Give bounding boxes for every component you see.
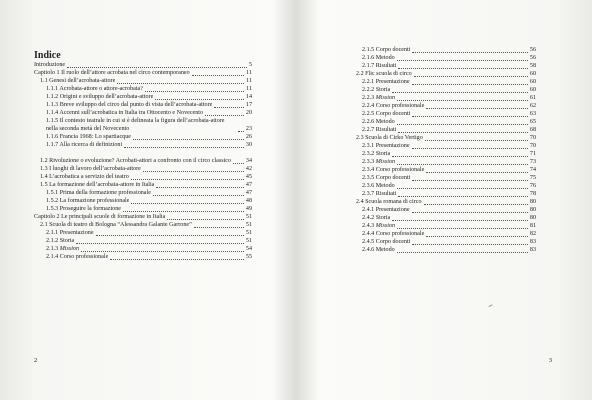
toc-entry-label: 2.4.6 Metodo [362, 247, 395, 253]
toc-entry-label: 1.2 Rivoluzione o evoluzione? Acrobati-attori a confronto con il circo classico [40, 158, 232, 164]
dot-leader [192, 75, 244, 76]
toc-entry-page: 51 [245, 214, 252, 220]
toc-entry [34, 205, 252, 213]
page-number-left: 2 [34, 357, 38, 364]
toc-entry-label: 1.5.3 Proseguire la formazione [46, 206, 121, 212]
dot-leader [425, 140, 528, 141]
dot-leader [412, 116, 528, 117]
toc-entry-page: 26 [245, 134, 252, 140]
toc-entry-page: 47 [245, 182, 252, 188]
toc-entry [34, 229, 252, 237]
toc-entry-page: 11 [246, 78, 252, 84]
toc-entry [350, 62, 536, 70]
dot-leader [398, 132, 528, 133]
dot-leader [110, 259, 244, 260]
toc-entry-page: 30 [245, 142, 252, 148]
toc-entry-page: 80 [529, 199, 536, 205]
toc-entry-label: 2.1.3 Mission [46, 246, 80, 252]
toc-entry [34, 245, 252, 253]
dot-leader [412, 52, 528, 53]
toc-entry [34, 109, 252, 117]
dot-leader [155, 99, 244, 100]
dot-leader [392, 220, 528, 221]
dot-leader [397, 188, 528, 189]
toc-entry-page: 58 [529, 63, 536, 69]
toc-entry-label: 1.1.2 Origini e sviluppo dell’acrobata-attore [46, 94, 154, 100]
toc-entry-label: Capitolo 1 Il ruolo dell’attore acrobata nel circo contemporaneo [34, 70, 190, 76]
toc-entry [350, 142, 536, 150]
toc-entry-label: 2.2.2 Storia [362, 87, 391, 93]
toc-entry [350, 134, 536, 142]
toc-entry-label: 2.4.1 Presentazione [362, 207, 410, 213]
dot-leader [397, 100, 528, 101]
toc-entry-label: 2.2.4 Corso professionale [362, 103, 425, 109]
dot-leader [124, 147, 244, 148]
toc-entry [34, 197, 252, 205]
toc-entry-label: 2.3.2 Storia [362, 151, 391, 157]
toc-entry-label: 1.1.1 Acrobata-attore o attore-acrobata? [46, 86, 143, 92]
dot-leader [397, 164, 528, 165]
dot-leader [397, 60, 528, 61]
dot-leader [392, 92, 528, 93]
toc-heading: Indice [34, 50, 61, 61]
dot-leader [238, 131, 244, 132]
toc-entry [350, 214, 536, 222]
dot-leader [397, 228, 528, 229]
toc-list-left [34, 61, 252, 261]
toc-entry-page: 62 [529, 103, 536, 109]
toc-entry [350, 86, 536, 94]
toc-entry-label: Introduzione [34, 62, 66, 68]
toc-entry-label: 2.1.4 Corso professionale [46, 254, 109, 260]
toc-entry-page: 49 [245, 206, 252, 212]
toc-entry [350, 158, 536, 166]
toc-entry-label: 2.4.5 Corpo docenti [362, 239, 411, 245]
toc-entry-label: 2.2 Flic scuola di circo [356, 71, 412, 77]
toc-entry [350, 174, 536, 182]
toc-entry-page: 71 [529, 151, 536, 157]
dot-leader [424, 204, 528, 205]
dot-leader [397, 252, 528, 253]
toc-entry [34, 101, 252, 109]
toc-entry [350, 190, 536, 198]
toc-entry-page: 45 [245, 174, 252, 180]
toc-entry-label: 2.1.7 Risultati [362, 63, 397, 69]
toc-entry-label: 1.1.4 Accenni sull’acrobatica in Italia tra Ottocento e Novecento [46, 110, 204, 116]
toc-entry-label: 1.1.6 Francia 1968: Lo spartiacque [46, 134, 131, 140]
toc-entry [34, 69, 252, 77]
dot-leader [123, 211, 244, 212]
toc-entry-page: 78 [529, 191, 536, 197]
dot-leader [426, 236, 528, 237]
toc-entry-page: 83 [529, 239, 536, 245]
toc-entry-label: 2.4.4 Corso professionale [362, 231, 425, 237]
toc-entry [350, 78, 536, 86]
dot-leader [233, 163, 244, 164]
toc-entry-page: 80 [529, 207, 536, 213]
dot-leader [426, 108, 528, 109]
toc-entry-page: 73 [529, 159, 536, 165]
toc-entry-label: 2.2.3 Mission [362, 95, 396, 101]
toc-entry-emphasis: Mission [375, 159, 396, 165]
toc-entry-label: Capitolo 2 Le principali scuole di formazione in Italia [34, 214, 166, 220]
toc-entry-page: 83 [529, 247, 536, 253]
dot-leader [153, 195, 244, 196]
toc-entry-page: 63 [529, 111, 536, 117]
toc-entry [34, 61, 252, 69]
toc-entry-label: 2.2.6 Metodo [362, 119, 395, 125]
toc-entry-page: 70 [529, 135, 536, 141]
toc-entry-label: 2.1 Scuola di teatro di Bologna “Alessandra Galante Garrone” [40, 222, 192, 228]
toc-entry-page: 56 [529, 55, 536, 61]
toc-entry-label: 2.3.5 Corpo docenti [362, 175, 411, 181]
dot-leader [205, 115, 244, 116]
toc-entry [34, 221, 252, 229]
dot-leader [81, 251, 244, 252]
dot-leader [412, 212, 528, 213]
toc-entry-label: 2.3.6 Metodo [362, 183, 395, 189]
dot-leader [194, 227, 244, 228]
toc-entry-label: 2.1.6 Metodo [362, 55, 395, 61]
toc-entry-page: 76 [529, 183, 536, 189]
toc-entry-label: 1.4 L’acrobatica a servizio del teatro [40, 174, 129, 180]
toc-entry [350, 54, 536, 62]
toc-entry-page: 60 [529, 71, 536, 77]
toc-entry-page: 51 [245, 230, 252, 236]
toc-entry [34, 165, 252, 173]
toc-entry-page: 48 [245, 198, 252, 204]
toc-entry [350, 150, 536, 158]
toc-entry-label: 2.2.1 Presentazione [362, 79, 410, 85]
toc-entry-page: 55 [245, 254, 252, 260]
toc-entry-page: 11 [246, 70, 252, 76]
toc-entry [34, 237, 252, 245]
toc-entry [350, 118, 536, 126]
toc-entry [350, 246, 536, 254]
toc-entry-page: 20 [245, 110, 252, 116]
toc-entry [350, 126, 536, 134]
toc-entry-label: 1.5.2 La formazione professionale [46, 198, 130, 204]
toc-entry-page: 23 [245, 126, 252, 132]
toc-entry [34, 213, 252, 221]
toc-entry-emphasis: Mission [375, 95, 396, 101]
toc-entry [350, 102, 536, 110]
toc-entry-label: 1.1.7 Alla ricerca di definizioni [46, 142, 123, 148]
toc-entry [350, 238, 536, 246]
toc-entry [350, 70, 536, 78]
right-page [296, 0, 592, 400]
pencil-mark [489, 304, 494, 309]
dot-leader [426, 172, 528, 173]
dot-leader [145, 91, 244, 92]
dot-leader [67, 67, 247, 68]
toc-entry-page: 11 [246, 86, 252, 92]
dot-leader [412, 180, 528, 181]
dot-leader [397, 124, 528, 125]
toc-entry-page: 51 [245, 222, 252, 228]
toc-entry-page: 81 [529, 223, 536, 229]
toc-entry-label: 1.5 La formazione dell’acrobata-attore in Italia [40, 182, 155, 188]
dot-leader [117, 83, 244, 84]
toc-entry-label: 1.1.3 Breve sviluppo del circo dal punto di vista dell’acrobata-attore [46, 102, 213, 108]
toc-entry-page: 54 [245, 246, 252, 252]
toc-entry [350, 94, 536, 102]
toc-entry-label: 1.5.1 Prima della formazione professionale [46, 190, 151, 196]
dot-leader [131, 203, 243, 204]
toc-entry-emphasis: Mission [375, 223, 396, 229]
toc-entry-label: 1.1.5 Il contesto teatrale in cui si è delineata la figura dell’acrobata-attore nella seconda metà del Novecento [46, 118, 225, 132]
dot-leader [76, 243, 244, 244]
toc-entry-label: 2.2.5 Corpo docenti [362, 111, 411, 117]
toc-entry [350, 166, 536, 174]
toc-entry [34, 133, 252, 141]
toc-entry-page: 60 [529, 79, 536, 85]
dot-leader [414, 76, 528, 77]
toc-entry-page: 34 [245, 158, 252, 164]
dot-leader [131, 179, 244, 180]
toc-entry-emphasis: Mission [59, 246, 80, 252]
toc-entry-label: 1.3 I luoghi di lavoro dell’acrobata-attore [40, 166, 141, 172]
toc-entry-page: 75 [529, 175, 536, 181]
toc-entry [34, 93, 252, 101]
toc-entry-page: 68 [529, 127, 536, 133]
page-number-right: 3 [548, 357, 552, 364]
toc-entry [34, 181, 252, 189]
toc-entry [350, 206, 536, 214]
toc-entry-label: 2.1.5 Corpo docenti [362, 47, 411, 53]
dot-leader [412, 148, 528, 149]
toc-entry-label: 2.1.2 Storia [46, 238, 75, 244]
toc-entry-page: 42 [245, 166, 252, 172]
toc-entry-page: 5 [248, 62, 252, 68]
dot-leader [392, 156, 528, 157]
toc-entry-label: 2.4 Scuola romana di circo [356, 199, 422, 205]
toc-entry [350, 222, 536, 230]
dot-leader [96, 235, 244, 236]
toc-entry-page: 14 [245, 94, 252, 100]
dot-leader [398, 68, 528, 69]
toc-entry [34, 189, 252, 197]
toc-entry-label: 2.2.7 Risultati [362, 127, 397, 133]
toc-entry [34, 253, 252, 261]
toc-entry [350, 46, 536, 54]
dot-leader [143, 171, 244, 172]
dot-leader [412, 244, 528, 245]
toc-entry-label: 2.3.3 Mission [362, 159, 396, 165]
toc-entry-page: 61 [529, 95, 536, 101]
toc-entry-label: 2.3.4 Corso professionale [362, 167, 425, 173]
dot-leader [133, 139, 244, 140]
dot-leader [398, 196, 528, 197]
toc-entry [350, 182, 536, 190]
toc-entry-label: 1.1 Genesi dell’acrobata-attore [40, 78, 116, 84]
toc-list-right [350, 46, 536, 254]
toc-entry-label: 2.4.2 Storia [362, 215, 391, 221]
dot-leader [412, 84, 528, 85]
toc-entry-page: 74 [529, 167, 536, 173]
toc-entry-page: 80 [529, 215, 536, 221]
toc-entry-page: 47 [245, 190, 252, 196]
toc-entry-label: 2.1.1 Presentazione [46, 230, 94, 236]
toc-entry-label: 2.3 Scuola di Cirko Vertigo [356, 135, 423, 141]
toc-entry-page: 65 [529, 119, 536, 125]
toc-entry-page: 60 [529, 87, 536, 93]
toc-entry-page: 82 [529, 231, 536, 237]
toc-entry [350, 110, 536, 118]
dot-leader [156, 187, 244, 188]
dot-leader [167, 219, 244, 220]
toc-entry [34, 77, 252, 85]
toc-entry-label: 2.4.3 Mission [362, 223, 396, 229]
toc-entry-page: 56 [529, 47, 536, 53]
toc-entry-page: 51 [245, 238, 252, 244]
toc-entry [34, 149, 252, 165]
toc-entry-page: 70 [529, 143, 536, 149]
toc-entry-label: 2.3.7 Risultati [362, 191, 397, 197]
toc-entry [34, 85, 252, 93]
toc-entry [350, 230, 536, 238]
toc-entry [34, 141, 252, 149]
toc-entry [350, 198, 536, 206]
toc-entry [34, 117, 252, 133]
toc-entry-label: 2.3.1 Presentazione [362, 143, 410, 149]
dot-leader [214, 107, 244, 108]
toc-entry [34, 173, 252, 181]
toc-entry-page: 17 [245, 102, 252, 108]
